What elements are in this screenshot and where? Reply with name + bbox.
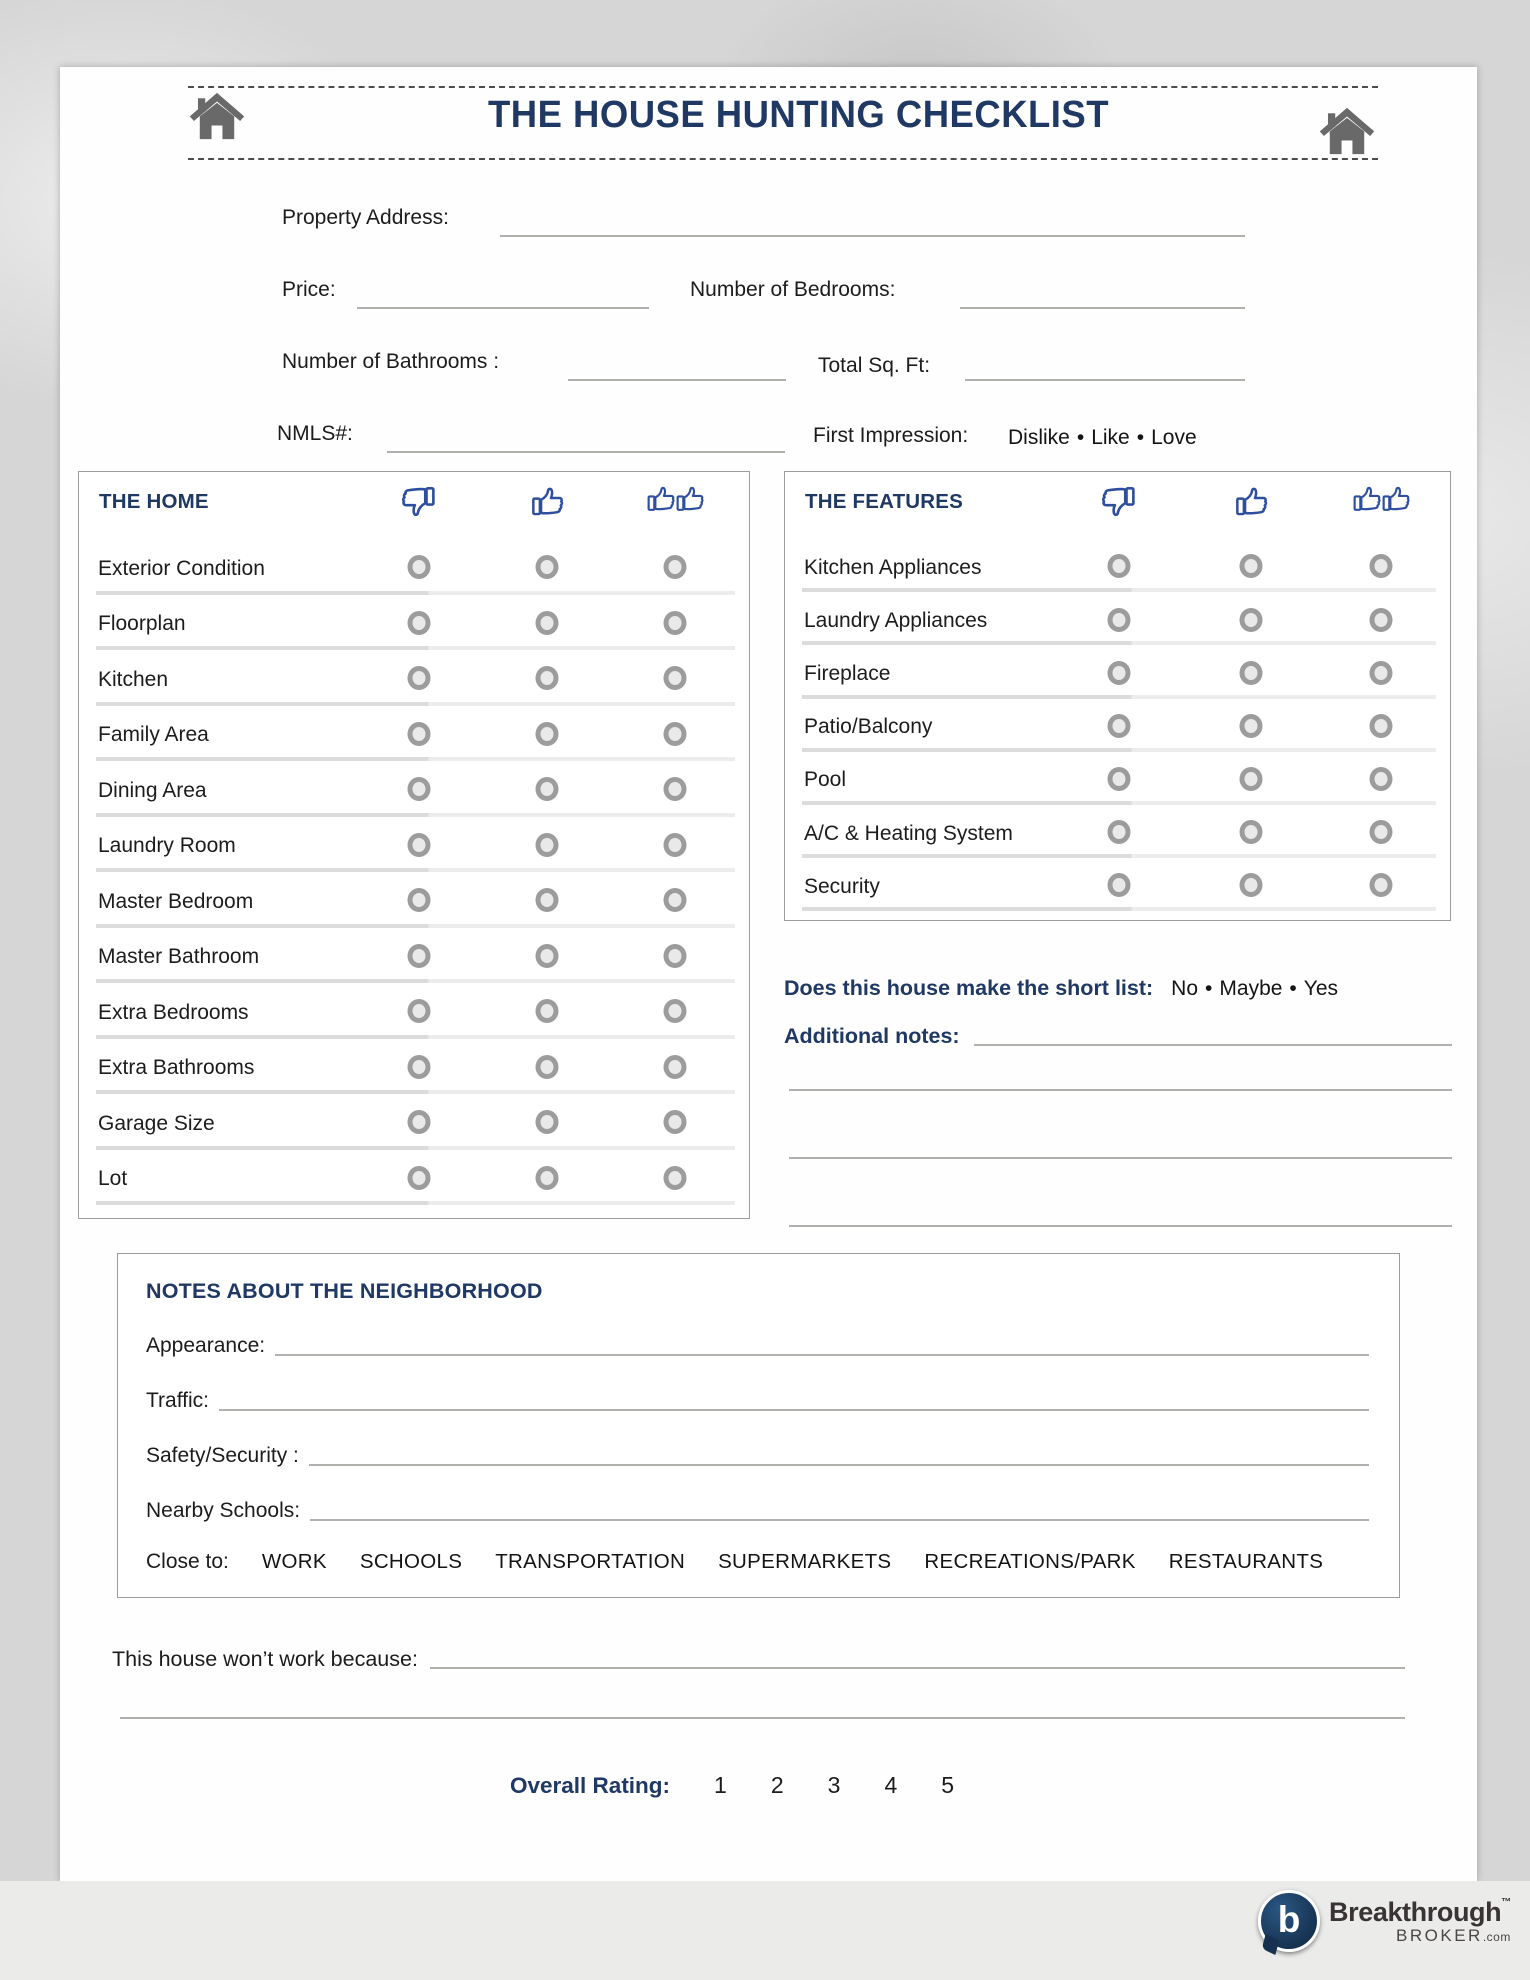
bullet-separator: •	[1076, 426, 1085, 449]
additional-notes-row	[784, 1024, 1452, 1049]
rating-circle[interactable]	[1108, 873, 1131, 897]
features-rating-table	[784, 471, 1451, 921]
rating-circle[interactable]	[1240, 820, 1263, 844]
nearby-schools-row	[146, 1499, 1369, 1523]
rating-row	[79, 988, 749, 1044]
rating-circle[interactable]	[664, 1110, 687, 1134]
rating-circle[interactable]	[1240, 714, 1263, 738]
rating-circle[interactable]	[536, 833, 559, 857]
rating-circle[interactable]	[1370, 873, 1393, 897]
close-to-label: Close to:	[146, 1550, 229, 1573]
close-to-option[interactable]: RESTAURANTS	[1168, 1550, 1324, 1573]
bathrooms-label: Number of Bathrooms :	[282, 350, 500, 373]
rating-row	[79, 711, 749, 767]
appearance-row	[146, 1334, 1369, 1358]
row-underline	[802, 801, 1436, 805]
rating-circle[interactable]	[1240, 873, 1263, 897]
row-underline	[802, 695, 1436, 699]
rating-circle[interactable]	[1108, 820, 1131, 844]
home-table-title: THE HOME	[99, 490, 209, 513]
bullet-separator: •	[1136, 426, 1145, 449]
row-underline	[802, 907, 1436, 911]
appearance-label: Appearance:	[146, 1334, 266, 1357]
safety-security-label: Safety/Security :	[146, 1444, 299, 1467]
rating-circle[interactable]	[1370, 661, 1393, 685]
rating-circle[interactable]	[536, 666, 559, 690]
rating-circle[interactable]	[664, 611, 687, 635]
page-title: THE HOUSE HUNTING CHECKLIST	[488, 94, 1109, 136]
thumbs-down-icon	[1099, 482, 1139, 522]
rating-row-label: Pool	[804, 768, 847, 792]
rating-row-label: Kitchen Appliances	[804, 555, 982, 579]
rating-row-label: Master Bedroom	[98, 889, 254, 913]
rating-circle[interactable]	[1370, 714, 1393, 738]
wont-work-label: This house won’t work because:	[112, 1647, 418, 1671]
rating-row	[785, 650, 1450, 703]
rating-circle[interactable]	[1108, 767, 1131, 791]
rating-row-label: Master Bathroom	[98, 945, 260, 969]
nmls-label: NMLS#:	[277, 422, 353, 445]
row-underline	[96, 1090, 735, 1094]
house-icon	[1318, 99, 1376, 162]
price-field[interactable]	[357, 307, 649, 309]
rating-row	[79, 544, 749, 600]
safety-security-row	[146, 1444, 1369, 1468]
row-underline	[96, 868, 735, 872]
first-impression-option[interactable]: Dislike	[1008, 426, 1070, 449]
shortlist-row	[784, 976, 1456, 1001]
neighborhood-title: NOTES ABOUT THE NEIGHBORHOOD	[146, 1279, 543, 1303]
traffic-row	[146, 1389, 1369, 1413]
rating-row-label: Security	[804, 874, 880, 898]
price-label: Price:	[282, 278, 336, 301]
logo-brand: Breakthrough™	[1329, 1897, 1511, 1928]
row-underline	[802, 641, 1436, 645]
sqft-field[interactable]	[965, 379, 1245, 381]
overall-rating-label: Overall Rating:	[510, 1773, 671, 1798]
rating-circle[interactable]	[1370, 820, 1393, 844]
overall-rating-row	[510, 1772, 954, 1799]
shortlist-option[interactable]: Maybe	[1219, 977, 1283, 1000]
rating-circle[interactable]	[408, 777, 431, 801]
rating-row-label: Garage Size	[98, 1111, 215, 1135]
additional-notes-label: Additional notes:	[784, 1024, 960, 1048]
rating-circle[interactable]	[664, 722, 687, 746]
rating-circle[interactable]	[536, 611, 559, 635]
rating-row	[79, 600, 749, 656]
rating-circle[interactable]	[1240, 767, 1263, 791]
rating-row	[79, 1155, 749, 1211]
rating-circle[interactable]	[664, 1055, 687, 1079]
rating-circle[interactable]	[1370, 554, 1393, 578]
rating-circle[interactable]	[408, 1166, 431, 1190]
rating-row-label: A/C & Heating System	[804, 821, 1013, 845]
overall-rating-options	[714, 1772, 954, 1799]
rating-circle[interactable]	[408, 833, 431, 857]
rating-circle[interactable]	[408, 1110, 431, 1134]
rating-circle[interactable]	[1370, 608, 1393, 632]
bedrooms-label: Number of Bedrooms:	[690, 278, 896, 301]
notes-blank-line[interactable]	[789, 1225, 1452, 1227]
notes-blank-line[interactable]	[789, 1089, 1452, 1091]
rating-circle[interactable]	[408, 611, 431, 635]
rating-row-label: Floorplan	[98, 612, 186, 636]
nmls-field[interactable]	[387, 451, 785, 453]
first-impression-option[interactable]: Like	[1091, 426, 1130, 449]
rating-circle[interactable]	[664, 777, 687, 801]
rating-circle[interactable]	[1240, 608, 1263, 632]
rating-circle[interactable]	[408, 666, 431, 690]
rating-circle[interactable]	[664, 888, 687, 912]
rating-circle[interactable]	[408, 999, 431, 1023]
overall-rating-value[interactable]: 5	[941, 1772, 955, 1798]
property-address-label: Property Address:	[282, 206, 449, 229]
first-impression-options	[1008, 426, 1197, 450]
wont-work-row	[112, 1647, 1405, 1672]
logo-b-letter: b	[1277, 1899, 1301, 1940]
nearby-schools-field[interactable]	[310, 1519, 1369, 1521]
row-underline	[96, 979, 735, 983]
first-impression-label: First Impression:	[813, 424, 969, 447]
rating-circle[interactable]	[536, 1055, 559, 1079]
rating-row	[79, 1044, 749, 1100]
rating-row-label: Patio/Balcony	[804, 715, 933, 739]
row-underline	[96, 757, 735, 761]
rating-circle[interactable]	[536, 722, 559, 746]
rating-circle[interactable]	[664, 1166, 687, 1190]
rating-circle[interactable]	[408, 722, 431, 746]
shortlist-option[interactable]: No	[1171, 977, 1199, 1000]
close-to-option[interactable]: SCHOOLS	[359, 1550, 463, 1573]
overall-rating-value[interactable]: 3	[827, 1772, 841, 1798]
row-underline	[96, 646, 735, 650]
row-underline	[96, 1201, 735, 1205]
rating-circle[interactable]	[1240, 661, 1263, 685]
rating-row-label: Dining Area	[98, 778, 207, 802]
rating-circle[interactable]	[408, 888, 431, 912]
shortlist-options	[1171, 977, 1338, 1001]
rating-row	[79, 655, 749, 711]
row-underline	[96, 1035, 735, 1039]
logo-sub-brand: BROKER.com	[1396, 1925, 1511, 1945]
rating-row	[785, 597, 1450, 650]
rating-row	[785, 704, 1450, 757]
row-underline	[96, 924, 735, 928]
rating-row-label: Family Area	[98, 723, 209, 747]
wont-work-field[interactable]	[430, 1667, 1405, 1669]
home-rating-table	[78, 471, 750, 1219]
rating-row-label: Laundry Room	[98, 834, 236, 858]
rating-row	[79, 822, 749, 878]
rating-circle[interactable]	[664, 944, 687, 968]
property-address-field[interactable]	[500, 235, 1245, 237]
sqft-label: Total Sq. Ft:	[818, 354, 931, 377]
appearance-field[interactable]	[275, 1354, 1369, 1356]
rating-row	[785, 544, 1450, 597]
checklist-page	[60, 67, 1477, 1881]
rating-circle[interactable]	[536, 1110, 559, 1134]
rating-circle[interactable]	[408, 555, 431, 579]
close-to-option[interactable]: TRANSPORTATION	[495, 1550, 686, 1573]
rating-circle[interactable]	[664, 666, 687, 690]
rating-row-label: Kitchen	[98, 667, 169, 691]
bedrooms-field[interactable]	[960, 307, 1245, 309]
rating-circle[interactable]	[1108, 554, 1131, 578]
rating-circle[interactable]	[408, 1055, 431, 1079]
logo-text	[1329, 1898, 1511, 1943]
features-table-title: THE FEATURES	[805, 490, 964, 513]
traffic-field[interactable]	[219, 1409, 1369, 1411]
neighborhood-box	[117, 1253, 1400, 1598]
logo-bubble-icon	[1258, 1890, 1320, 1952]
rating-row-label: Laundry Appliances	[804, 608, 988, 632]
overall-rating-value[interactable]: 2	[770, 1772, 784, 1798]
bathrooms-field[interactable]	[568, 379, 786, 381]
rating-circle[interactable]	[536, 999, 559, 1023]
rating-circle[interactable]	[664, 833, 687, 857]
rating-row	[79, 933, 749, 989]
safety-security-field[interactable]	[309, 1464, 1369, 1466]
thumbs-up-icon	[1232, 482, 1270, 520]
traffic-label: Traffic:	[146, 1389, 210, 1412]
rating-circle[interactable]	[536, 555, 559, 579]
row-underline	[96, 591, 735, 595]
notes-blank-line[interactable]	[789, 1157, 1452, 1159]
rating-row-label: Extra Bathrooms	[98, 1056, 255, 1080]
double-thumbs-up-icon	[1350, 482, 1412, 515]
header-dashed-rule-top	[188, 86, 1378, 88]
nearby-schools-label: Nearby Schools:	[146, 1499, 301, 1522]
rating-circle[interactable]	[1108, 608, 1131, 632]
additional-notes-field[interactable]	[974, 1044, 1452, 1046]
rating-row-label: Fireplace	[804, 662, 891, 686]
rating-circle[interactable]	[536, 888, 559, 912]
rating-circle[interactable]	[1370, 767, 1393, 791]
rating-row	[785, 863, 1450, 916]
close-to-option[interactable]: WORK	[261, 1550, 327, 1573]
shortlist-option[interactable]: Yes	[1303, 977, 1339, 1000]
rating-circle[interactable]	[536, 944, 559, 968]
rating-row	[79, 1099, 749, 1155]
row-underline	[802, 748, 1436, 752]
rating-circle[interactable]	[1240, 554, 1263, 578]
rating-circle[interactable]	[664, 555, 687, 579]
rating-circle[interactable]	[408, 944, 431, 968]
double-thumbs-up-icon	[644, 482, 706, 515]
first-impression-option[interactable]: Love	[1151, 426, 1197, 449]
rating-row-label: Exterior Condition	[98, 556, 265, 580]
rating-circle[interactable]	[1108, 714, 1131, 738]
bullet-separator: •	[1289, 977, 1297, 1000]
row-underline	[96, 702, 735, 706]
close-to-row	[146, 1550, 1369, 1574]
wont-work-blank-line[interactable]	[120, 1717, 1405, 1719]
rating-row	[785, 757, 1450, 810]
rating-circle[interactable]	[664, 999, 687, 1023]
row-underline	[802, 588, 1436, 592]
rating-row	[785, 810, 1450, 863]
rating-circle[interactable]	[536, 777, 559, 801]
row-underline	[802, 854, 1436, 858]
overall-rating-value[interactable]: 1	[714, 1772, 727, 1798]
close-to-option[interactable]: SUPERMARKETS	[718, 1550, 892, 1573]
rating-row-label: Lot	[98, 1167, 128, 1191]
bullet-separator: •	[1205, 977, 1213, 1000]
row-underline	[96, 813, 735, 817]
rating-circle[interactable]	[536, 1166, 559, 1190]
breakthrough-broker-logo	[1258, 1890, 1511, 1952]
rating-row-label: Extra Bedrooms	[98, 1000, 249, 1024]
thumbs-down-icon	[399, 482, 439, 522]
row-underline	[96, 1146, 735, 1150]
close-to-option[interactable]: RECREATIONS/PARK	[924, 1550, 1136, 1573]
thumbs-up-icon	[528, 482, 566, 520]
overall-rating-value[interactable]: 4	[884, 1772, 898, 1798]
rating-row	[79, 877, 749, 933]
rating-circle[interactable]	[1108, 661, 1131, 685]
rating-row	[79, 766, 749, 822]
header-dashed-rule-bottom	[188, 158, 1378, 160]
close-to-options	[262, 1550, 1323, 1574]
shortlist-question: Does this house make the short list:	[784, 976, 1154, 1000]
